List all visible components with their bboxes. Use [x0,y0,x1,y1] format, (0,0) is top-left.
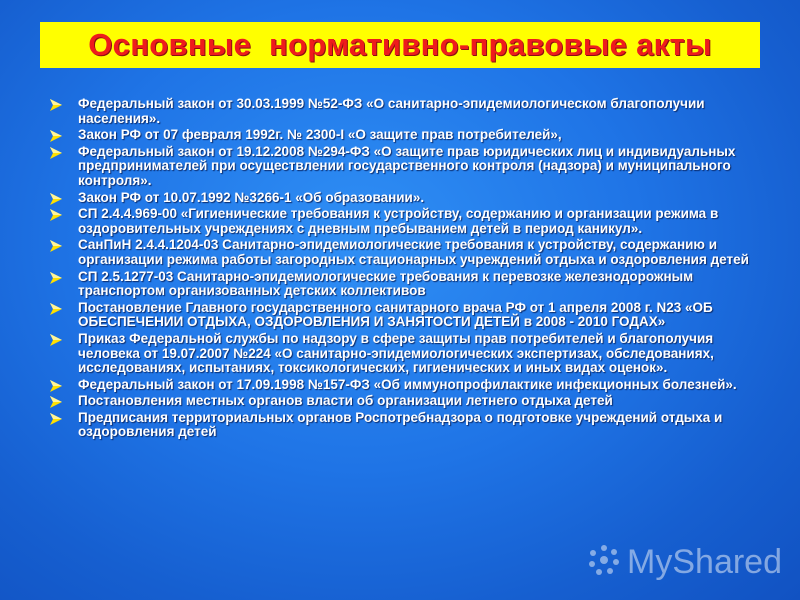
list-item-text: СанПиН 2.4.4.1204-03 Санитарно-эпидемиологические требования к устройству, содержанию и организации режима работы загородных стационарных учреждений отдыха и оздоровления детей [78,237,749,267]
arrow-bullet-icon [50,270,78,284]
list-item [50,145,765,189]
list-item [50,128,765,143]
list-item-text: Федеральный закон от 19.12.2008 №294-ФЗ «О защите прав юридических лиц и индивидуальных предпринимателей при осуществлении государственного контроля (надзора) и муниципального контроля». [78,143,736,188]
watermark-text: MyShared [627,543,782,581]
arrow-bullet-icon [50,238,78,252]
regulations-list [50,97,765,442]
arrow-bullet-icon [50,332,78,346]
list-item-text: СП 2.5.1277-03 Санитарно-эпидемиологические требования к перевозке железнодорожным транспортом организованных детских коллективов [78,268,694,299]
arrow-bullet-icon [50,145,78,159]
list-item-text: Закон РФ от 10.07.1992 №3266-1 «Об образовании». [78,189,425,205]
list-item [50,332,765,376]
list-item [50,378,765,393]
arrow-bullet-icon [50,301,78,315]
list-item [50,97,765,126]
list-item [50,301,765,330]
arrow-bullet-icon [50,378,78,392]
arrow-bullet-icon [50,128,78,142]
list-item [50,394,765,409]
slide-title: Основные нормативно-правовые акты [88,27,712,62]
list-item-text: Приказ Федеральной службы по надзору в сфере защиты прав потребителей и благополучия человека от 19.07.2007 №224 «О санитарно-эпидемиологических экспертизах, обследованиях, исследованиях, испытаниях, токсикологических, гигиенических и иных видах оценок». [78,330,714,376]
arrow-bullet-icon [50,191,78,205]
title-bar [40,22,760,68]
list-item [50,191,765,206]
list-item [50,207,765,236]
arrow-bullet-icon [50,207,78,221]
list-item-text: Постановление Главного государственного санитарного врача РФ от 1 апреля 2008 г. N23 «ОБ ОБЕСПЕЧЕНИИ ОТДЫХА, ОЗДОРОВЛЕНИЯ И ЗАНЯТОСТИ ДЕТЕЙ в 2008 - 2010 ГОДАХ» [78,299,713,330]
list-item-text: Федеральный закон от 30.03.1999 №52-ФЗ «О санитарно-эпидемиологическом благополучии населения». [78,96,705,126]
watermark [587,543,782,582]
arrow-bullet-icon [50,394,78,408]
myshared-logo-icon [587,543,621,582]
list-item [50,270,765,299]
list-item-text: Федеральный закон от 17.09.1998 №157-ФЗ «Об иммунопрофилактике инфекционных болезней». [78,376,737,392]
arrow-bullet-icon [50,411,78,425]
list-item-text: Предписания территориальных органов Роспотребнадзора о подготовке учреждений отдыха и оздоровления детей [78,409,723,440]
list-item-text: Закон РФ от 07 февраля 1992г. № 2300-I «О защите прав потребителей», [78,127,562,143]
list-item [50,411,765,440]
list-item-text: Постановления местных органов власти об организации летнего отдыха детей [78,393,613,409]
arrow-bullet-icon [50,97,78,111]
list-item [50,238,765,267]
list-item-text: СП 2.4.4.969-00 «Гигиенические требования к устройству, содержанию и организации режима в оздоровительных учреждениях с дневным пребыванием детей в период каникул». [78,206,719,236]
